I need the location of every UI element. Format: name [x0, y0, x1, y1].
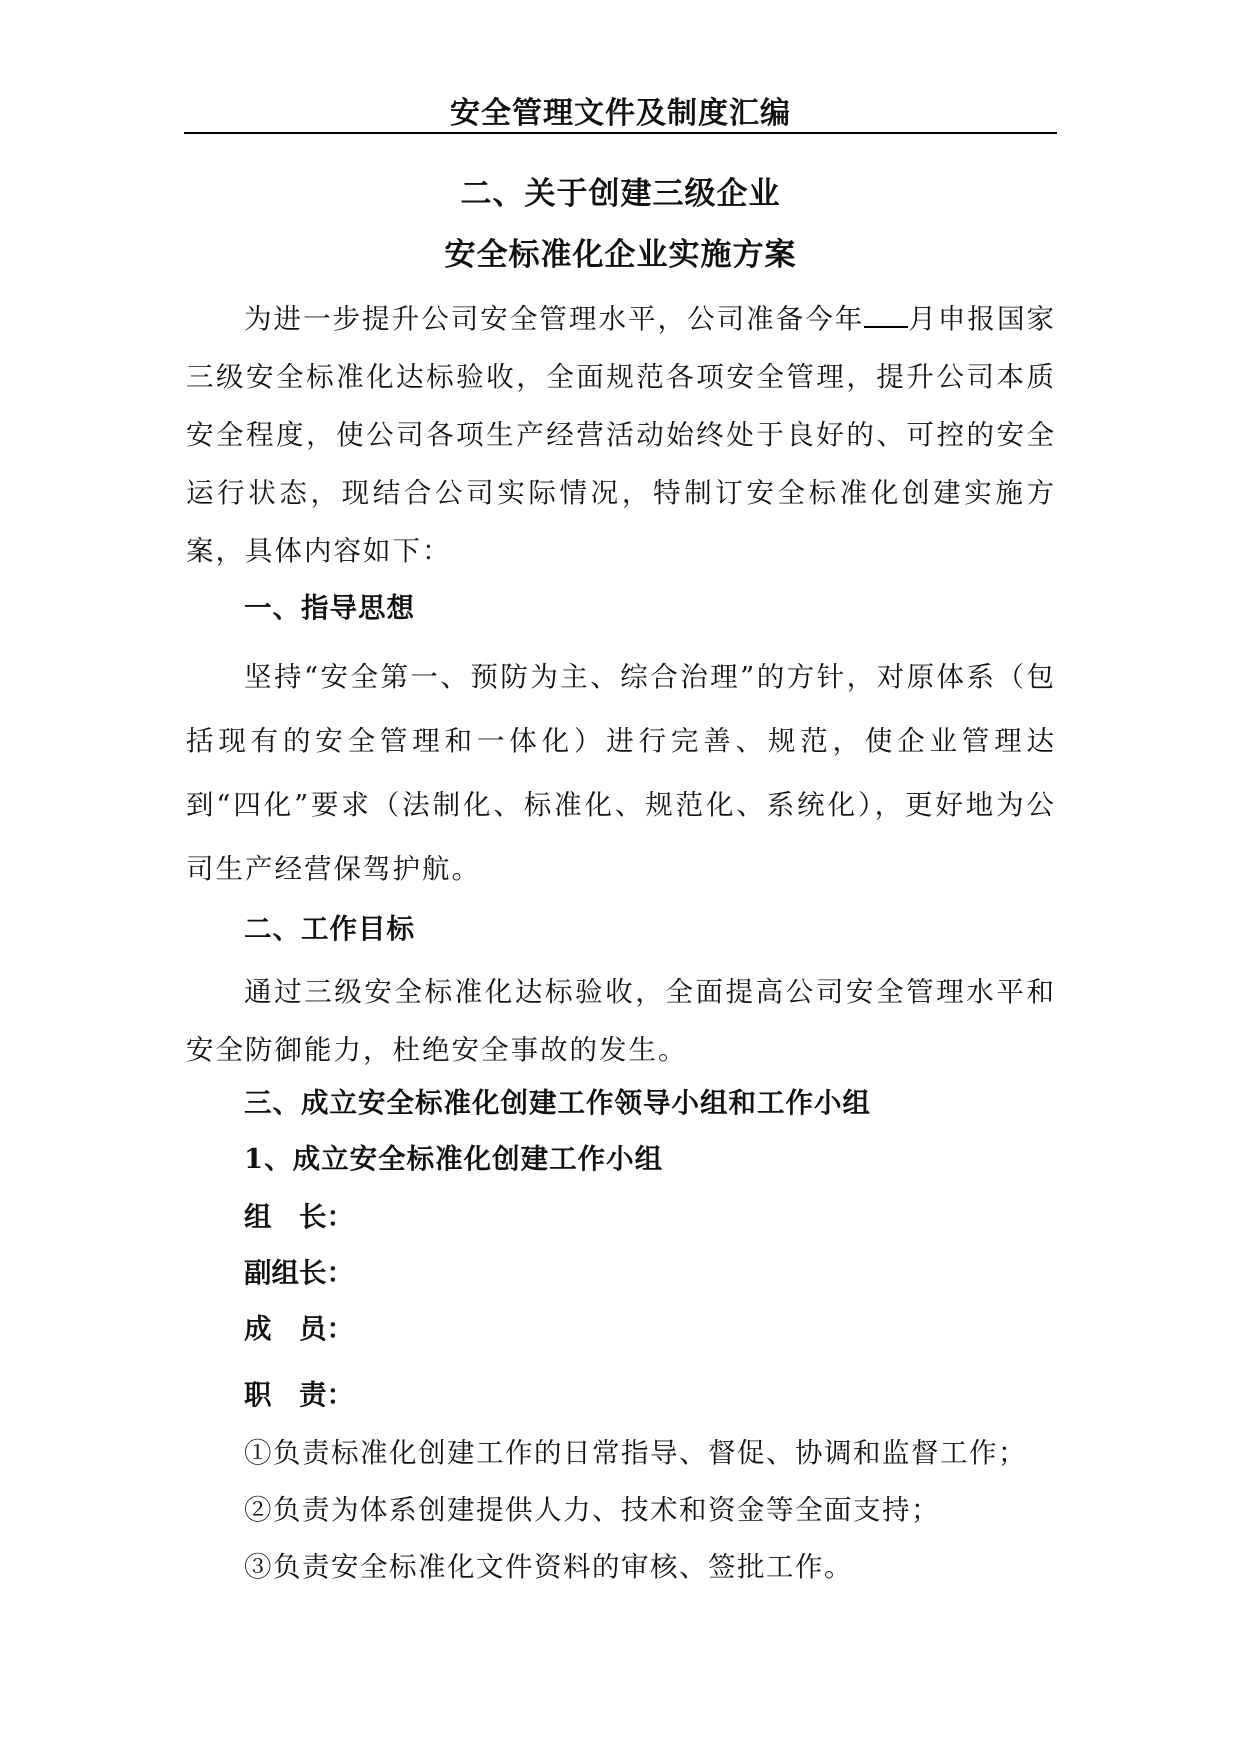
- subheading-working-group: 1、成立安全标准化创建工作小组: [244, 1143, 664, 1175]
- guiding-ideology-block: [186, 645, 1056, 901]
- role-label-members: 成 员：: [244, 1313, 354, 1345]
- section-heading-guiding-ideology: 一、指导思想: [244, 592, 415, 624]
- document-title-line-2: 安全标准化企业实施方案: [444, 237, 797, 273]
- role-label-deputy-leader: 副组长：: [244, 1257, 354, 1289]
- intro-paragraph: [186, 290, 1056, 580]
- intro-paragraph-block: [186, 290, 1056, 580]
- work-goals-block: [186, 963, 1056, 1079]
- duty-item: ②负责为体系创建提供人力、技术和资金等全面支持；: [244, 1494, 940, 1526]
- document-title-line-1: 二、关于创建三级企业: [460, 176, 781, 212]
- duty-item: ③负责安全标准化文件资料的审核、签批工作。: [244, 1551, 853, 1583]
- guiding-ideology-paragraph: 坚持“安全第一、预防为主、综合治理”的方针，对原体系（包括现有的安全管理和一体化）进行完善、规范，使企业管理达到“四化”要求（法制化、标准化、规范化、系统化），更好地为公司生产经营保驾护航。: [186, 661, 1056, 885]
- work-goals-paragraph: 通过三级安全标准化达标验收，全面提高公司安全管理水平和安全防御能力，杜绝安全事故的发生。: [186, 976, 1056, 1066]
- section-heading-work-goals: 二、工作目标: [244, 913, 415, 945]
- header-divider: [184, 132, 1057, 134]
- month-blank-field: [864, 302, 908, 328]
- intro-text-part-1: 为进一步提升公司安全管理水平，公司准备今年: [244, 303, 865, 335]
- role-label-duties: 职 责：: [244, 1379, 354, 1411]
- role-label-leader: 组 长：: [244, 1201, 354, 1233]
- intro-text-part-2: 月申报国家三级安全标准化达标验收，全面规范各项安全管理，提升公司本质安全程度，使公司各项生产经营活动始终处于良好的、可控的安全运行状态，现结合公司实际情况，特制订安全标准化创建实施方案，具体内容如下：: [186, 303, 1057, 567]
- running-header-title: 安全管理文件及制度汇编: [450, 96, 791, 131]
- section-heading-leadership-group: 三、成立安全标准化创建工作领导小组和工作小组: [244, 1087, 871, 1119]
- duty-item: ①负责标准化创建工作的日常指导、督促、协调和监督工作；: [244, 1437, 1027, 1469]
